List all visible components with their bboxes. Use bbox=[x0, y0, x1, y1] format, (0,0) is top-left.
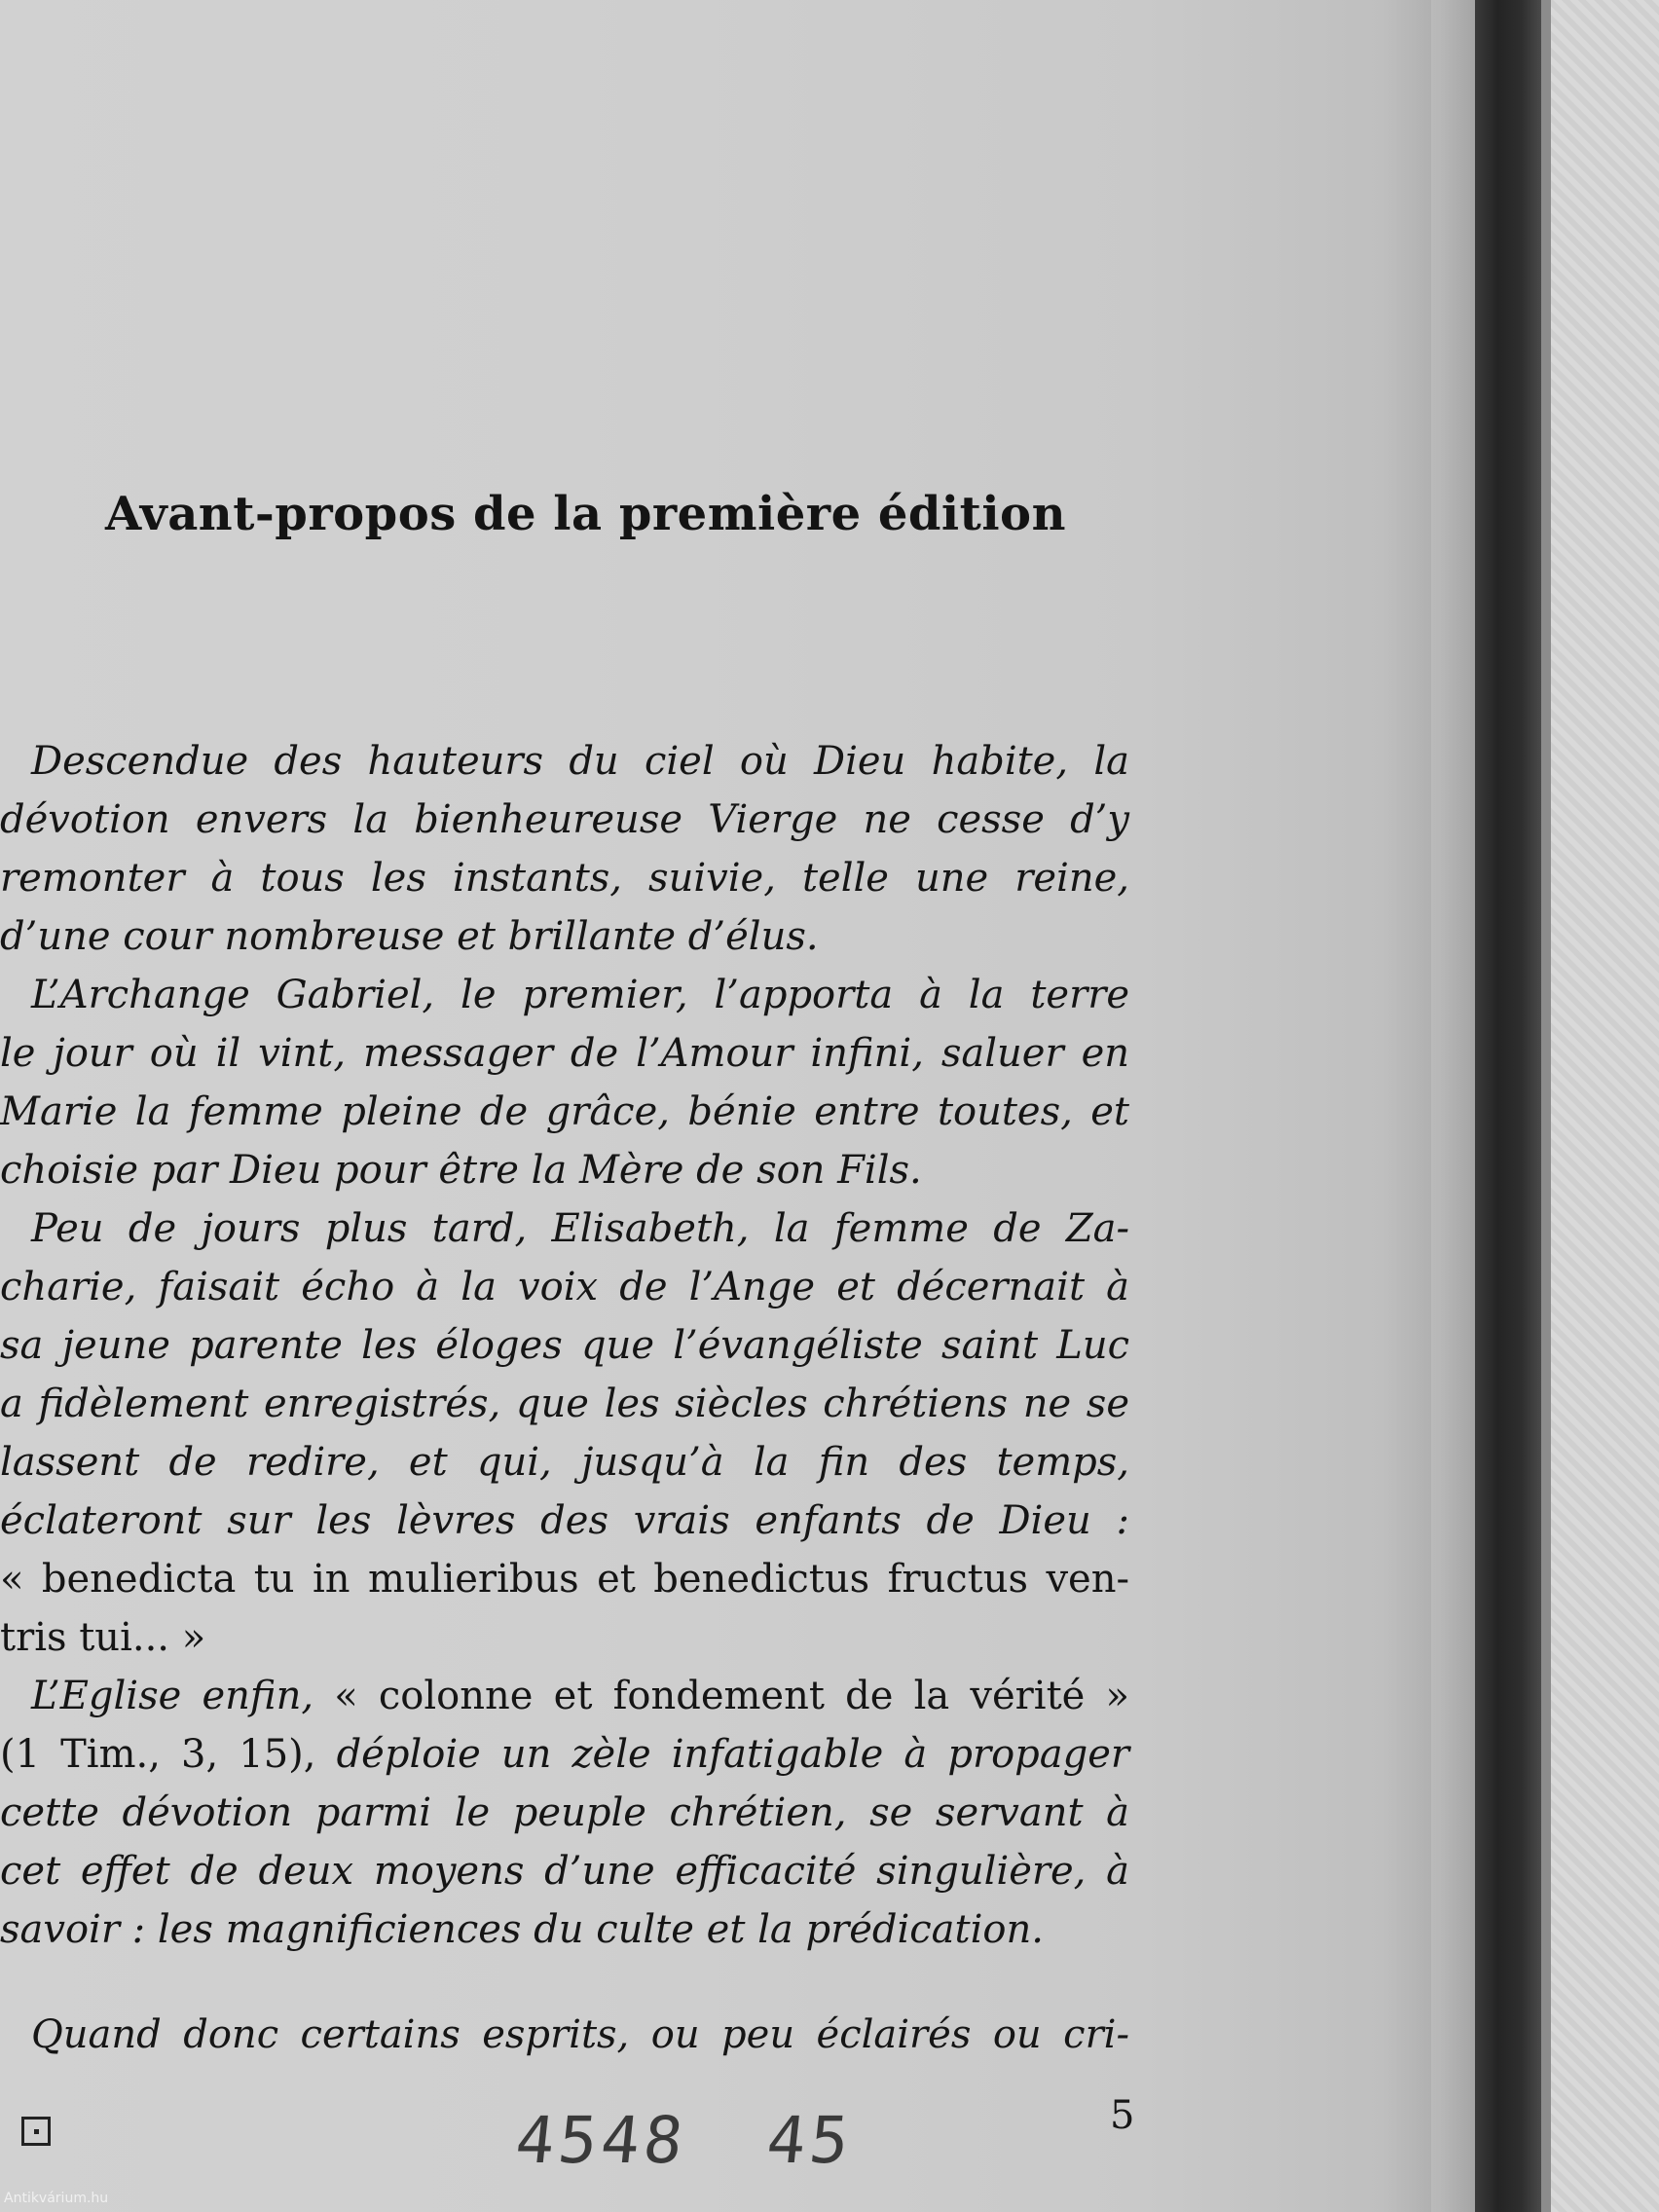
text-line: L’Archange Gabriel, le premier, l’apporta à la terre bbox=[31, 973, 1129, 1017]
text-line: cette dévotion parmi le peuple chrétien, se servant à bbox=[0, 1790, 1129, 1835]
text-line: savoir : les magnificiences du culte et la prédication. bbox=[0, 1907, 1044, 1952]
citation-fragment: (1 Tim., 3, 15), bbox=[0, 1732, 316, 1777]
text-line: éclateront sur les lèvres des vrais enfants de Dieu : bbox=[0, 1498, 1129, 1543]
handwritten-number: 4548 bbox=[511, 2103, 690, 2178]
handwritten-number: 45 bbox=[762, 2103, 857, 2178]
text-fragment: déploie un zèle infatigable à propager bbox=[336, 1732, 1130, 1777]
page-heading: Avant-propos de la première édition bbox=[105, 487, 1066, 541]
text-line: le jour où il vint, messager de l’Amour infini, saluer en bbox=[0, 1031, 1129, 1076]
text-line: dévotion envers la bienheureuse Vierge ne cesse d’y bbox=[0, 797, 1129, 842]
text-line: cet effet de deux moyens d’une efficacité singulière, à bbox=[0, 1849, 1129, 1894]
text-line: d’une cour nombreuse et brillante d’élus. bbox=[0, 914, 819, 959]
book-spine bbox=[1475, 0, 1541, 2212]
text-line: sa jeune parente les éloges que l’évangéliste saint Luc bbox=[0, 1323, 1129, 1368]
text-line: lassent de redire, et qui, jusqu’à la fin des temps, bbox=[0, 1440, 1129, 1485]
text-line: Marie la femme pleine de grâce, bénie entre toutes, et bbox=[0, 1089, 1129, 1134]
background-surface bbox=[1551, 0, 1659, 2212]
paragraph-gap bbox=[0, 1959, 1129, 2006]
library-stamp-icon bbox=[21, 2117, 51, 2146]
text-line bbox=[0, 1725, 1129, 1784]
text-line: Quand donc certains esprits, ou peu éclairés ou cri- bbox=[31, 2012, 1129, 2057]
text-line: choisie par Dieu pour être la Mère de son Fils. bbox=[0, 1148, 922, 1193]
page-gutter-shadow bbox=[1382, 0, 1480, 2212]
text-line: remonter à tous les instants, suivie, telle une reine, bbox=[0, 856, 1129, 901]
latin-quote-line: tris tui... » bbox=[0, 1615, 206, 1660]
text-line bbox=[0, 1667, 1129, 1725]
latin-quote-line: « benedicta tu in mulieribus et benedictus fructus ven- bbox=[0, 1557, 1129, 1602]
watermark: Antikvárium.hu bbox=[4, 2191, 109, 2206]
text-line: Peu de jours plus tard, Elisabeth, la femme de Za- bbox=[31, 1206, 1129, 1251]
text-fragment: L’Eglise enfin, bbox=[31, 1674, 314, 1718]
text-line: charie, faisait écho à la voix de l’Ange et décernait à bbox=[0, 1265, 1129, 1309]
text-line: a fidèlement enregistrés, que les siècles chrétiens ne se bbox=[0, 1382, 1129, 1426]
text-line: Descendue des hauteurs du ciel où Dieu habite, la bbox=[31, 739, 1129, 784]
spine-edge bbox=[1541, 0, 1551, 2212]
page-number: 5 bbox=[1110, 2093, 1135, 2138]
body-text bbox=[0, 732, 1129, 2064]
quote-fragment: « colonne et fondement de la vérité » bbox=[334, 1674, 1129, 1718]
